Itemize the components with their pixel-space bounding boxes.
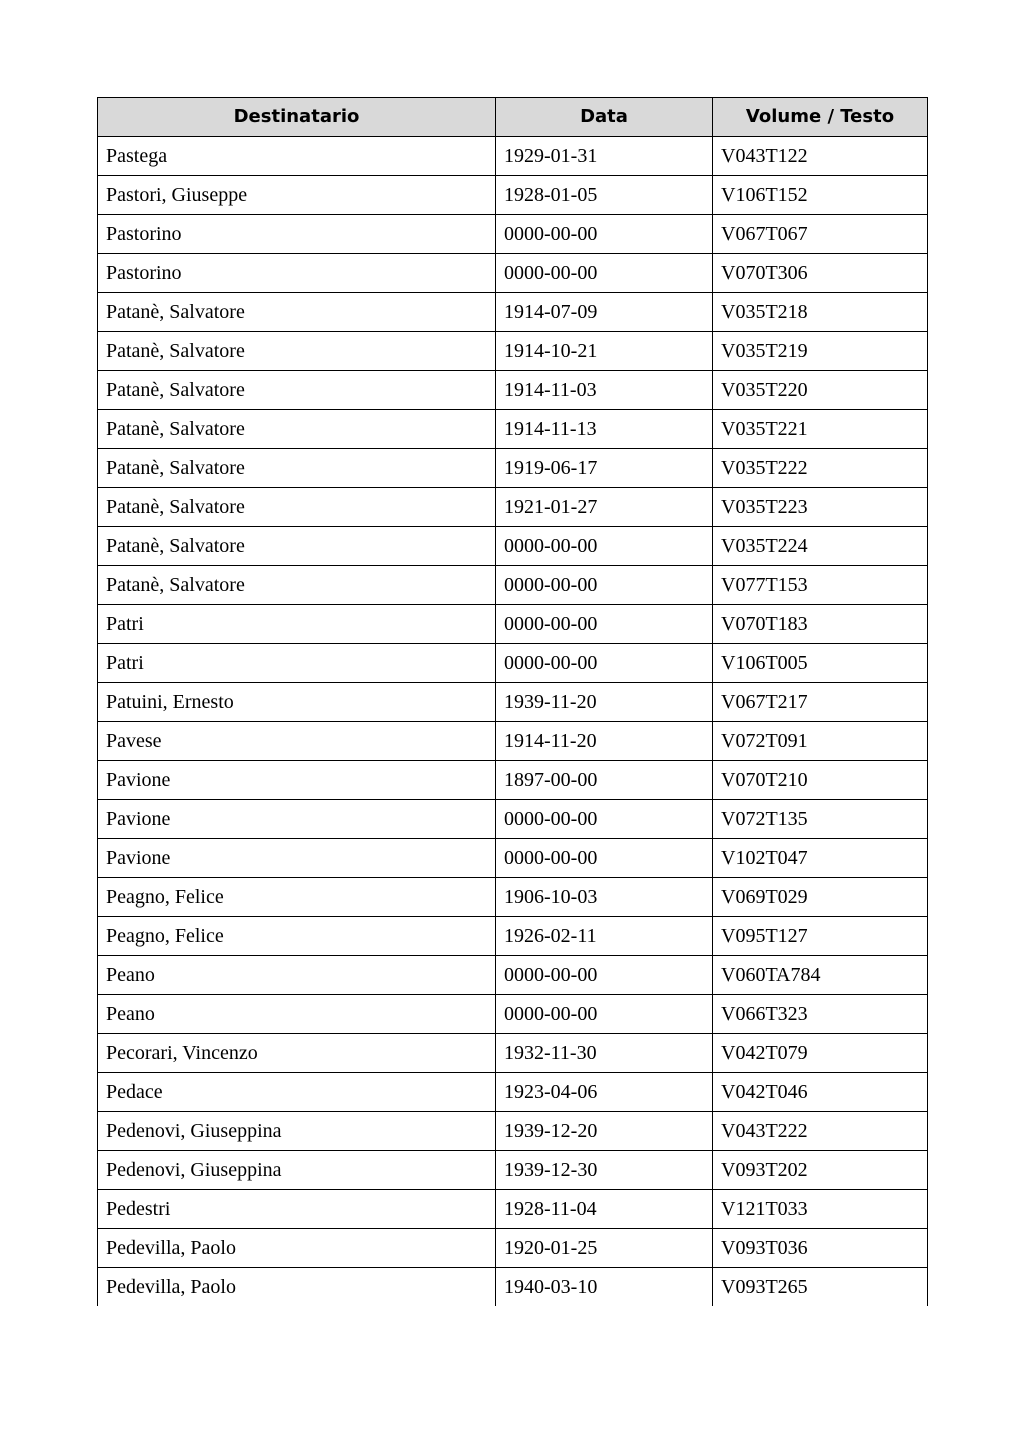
table-row (98, 644, 928, 683)
table-row (98, 605, 928, 644)
cell-destinatario: Patanè, Salvatore (98, 566, 496, 605)
cell-data: 1939-12-30 (496, 1151, 713, 1190)
cell-data: 0000-00-00 (496, 605, 713, 644)
table-row (98, 176, 928, 215)
table-row (98, 527, 928, 566)
cell-destinatario: Patanè, Salvatore (98, 293, 496, 332)
table-row (98, 761, 928, 800)
cell-data: 1914-11-03 (496, 371, 713, 410)
table-body (98, 137, 928, 1307)
cell-destinatario: Pedenovi, Giuseppina (98, 1151, 496, 1190)
table-row (98, 917, 928, 956)
cell-volume-testo: V043T122 (713, 137, 928, 176)
cell-volume-testo: V043T222 (713, 1112, 928, 1151)
cell-data: 1906-10-03 (496, 878, 713, 917)
cell-destinatario: Pedace (98, 1073, 496, 1112)
table-row (98, 1151, 928, 1190)
cell-volume-testo: V069T029 (713, 878, 928, 917)
cell-destinatario: Pavione (98, 800, 496, 839)
correspondence-table (97, 97, 928, 1306)
cell-data: 1897-00-00 (496, 761, 713, 800)
table-row (98, 1034, 928, 1073)
cell-data: 1929-01-31 (496, 137, 713, 176)
table-row (98, 839, 928, 878)
cell-volume-testo: V035T221 (713, 410, 928, 449)
cell-volume-testo: V093T202 (713, 1151, 928, 1190)
cell-volume-testo: V121T033 (713, 1190, 928, 1229)
cell-destinatario: Peano (98, 956, 496, 995)
cell-volume-testo: V042T079 (713, 1034, 928, 1073)
cell-volume-testo: V070T306 (713, 254, 928, 293)
cell-destinatario: Patuini, Ernesto (98, 683, 496, 722)
cell-volume-testo: V060TA784 (713, 956, 928, 995)
table-row (98, 1073, 928, 1112)
table-row (98, 722, 928, 761)
cell-destinatario: Pedevilla, Paolo (98, 1268, 496, 1307)
cell-volume-testo: V067T067 (713, 215, 928, 254)
table-row (98, 293, 928, 332)
table-row (98, 137, 928, 176)
cell-data: 1921-01-27 (496, 488, 713, 527)
cell-volume-testo: V072T091 (713, 722, 928, 761)
cell-data: 0000-00-00 (496, 800, 713, 839)
cell-data: 1932-11-30 (496, 1034, 713, 1073)
cell-data: 0000-00-00 (496, 566, 713, 605)
table-header-row (98, 98, 928, 137)
cell-data: 1926-02-11 (496, 917, 713, 956)
cell-data: 0000-00-00 (496, 995, 713, 1034)
table-row (98, 488, 928, 527)
cell-data: 1914-11-13 (496, 410, 713, 449)
cell-destinatario: Patanè, Salvatore (98, 488, 496, 527)
cell-data: 1919-06-17 (496, 449, 713, 488)
cell-volume-testo: V042T046 (713, 1073, 928, 1112)
cell-data: 0000-00-00 (496, 527, 713, 566)
cell-data: 1914-07-09 (496, 293, 713, 332)
table-row (98, 995, 928, 1034)
column-header-volume-testo: Volume / Testo (713, 98, 928, 137)
column-header-data: Data (496, 98, 713, 137)
cell-data: 1923-04-06 (496, 1073, 713, 1112)
column-header-destinatario: Destinatario (98, 98, 496, 137)
cell-volume-testo: V102T047 (713, 839, 928, 878)
cell-data: 1914-10-21 (496, 332, 713, 371)
table-row (98, 800, 928, 839)
table-row (98, 1229, 928, 1268)
cell-volume-testo: V035T218 (713, 293, 928, 332)
cell-data: 1928-11-04 (496, 1190, 713, 1229)
cell-volume-testo: V106T152 (713, 176, 928, 215)
cell-volume-testo: V035T223 (713, 488, 928, 527)
table-row (98, 1112, 928, 1151)
table-row (98, 332, 928, 371)
table-row (98, 878, 928, 917)
table-row (98, 410, 928, 449)
cell-volume-testo: V093T265 (713, 1268, 928, 1307)
cell-destinatario: Patanè, Salvatore (98, 449, 496, 488)
cell-data: 1928-01-05 (496, 176, 713, 215)
cell-volume-testo: V070T183 (713, 605, 928, 644)
cell-destinatario: Pedevilla, Paolo (98, 1229, 496, 1268)
table-row (98, 956, 928, 995)
table-row (98, 1268, 928, 1307)
cell-data: 0000-00-00 (496, 215, 713, 254)
cell-volume-testo: V093T036 (713, 1229, 928, 1268)
cell-destinatario: Patri (98, 644, 496, 683)
cell-destinatario: Patanè, Salvatore (98, 410, 496, 449)
cell-destinatario: Pastori, Giuseppe (98, 176, 496, 215)
cell-data: 1914-11-20 (496, 722, 713, 761)
cell-volume-testo: V035T224 (713, 527, 928, 566)
cell-volume-testo: V066T323 (713, 995, 928, 1034)
cell-destinatario: Peagno, Felice (98, 917, 496, 956)
cell-volume-testo: V067T217 (713, 683, 928, 722)
cell-volume-testo: V077T153 (713, 566, 928, 605)
cell-destinatario: Patri (98, 605, 496, 644)
cell-data: 1939-12-20 (496, 1112, 713, 1151)
table-row (98, 215, 928, 254)
cell-volume-testo: V106T005 (713, 644, 928, 683)
cell-volume-testo: V095T127 (713, 917, 928, 956)
cell-data: 0000-00-00 (496, 254, 713, 293)
cell-destinatario: Patanè, Salvatore (98, 371, 496, 410)
cell-destinatario: Pecorari, Vincenzo (98, 1034, 496, 1073)
cell-volume-testo: V035T222 (713, 449, 928, 488)
cell-destinatario: Pedenovi, Giuseppina (98, 1112, 496, 1151)
cell-destinatario: Patanè, Salvatore (98, 527, 496, 566)
cell-destinatario: Pavione (98, 839, 496, 878)
cell-volume-testo: V035T219 (713, 332, 928, 371)
table-row (98, 683, 928, 722)
cell-data: 1939-11-20 (496, 683, 713, 722)
cell-destinatario: Pastorino (98, 215, 496, 254)
table-row (98, 566, 928, 605)
cell-destinatario: Pavese (98, 722, 496, 761)
cell-data: 0000-00-00 (496, 839, 713, 878)
cell-volume-testo: V070T210 (713, 761, 928, 800)
cell-destinatario: Patanè, Salvatore (98, 332, 496, 371)
cell-data: 0000-00-00 (496, 644, 713, 683)
cell-destinatario: Peano (98, 995, 496, 1034)
cell-volume-testo: V035T220 (713, 371, 928, 410)
table-row (98, 449, 928, 488)
cell-data: 1920-01-25 (496, 1229, 713, 1268)
table-row (98, 254, 928, 293)
cell-data: 1940-03-10 (496, 1268, 713, 1307)
table-row (98, 1190, 928, 1229)
table-row (98, 371, 928, 410)
cell-destinatario: Pedestri (98, 1190, 496, 1229)
cell-destinatario: Pastega (98, 137, 496, 176)
cell-data: 0000-00-00 (496, 956, 713, 995)
cell-destinatario: Pavione (98, 761, 496, 800)
cell-destinatario: Pastorino (98, 254, 496, 293)
cell-volume-testo: V072T135 (713, 800, 928, 839)
cell-destinatario: Peagno, Felice (98, 878, 496, 917)
